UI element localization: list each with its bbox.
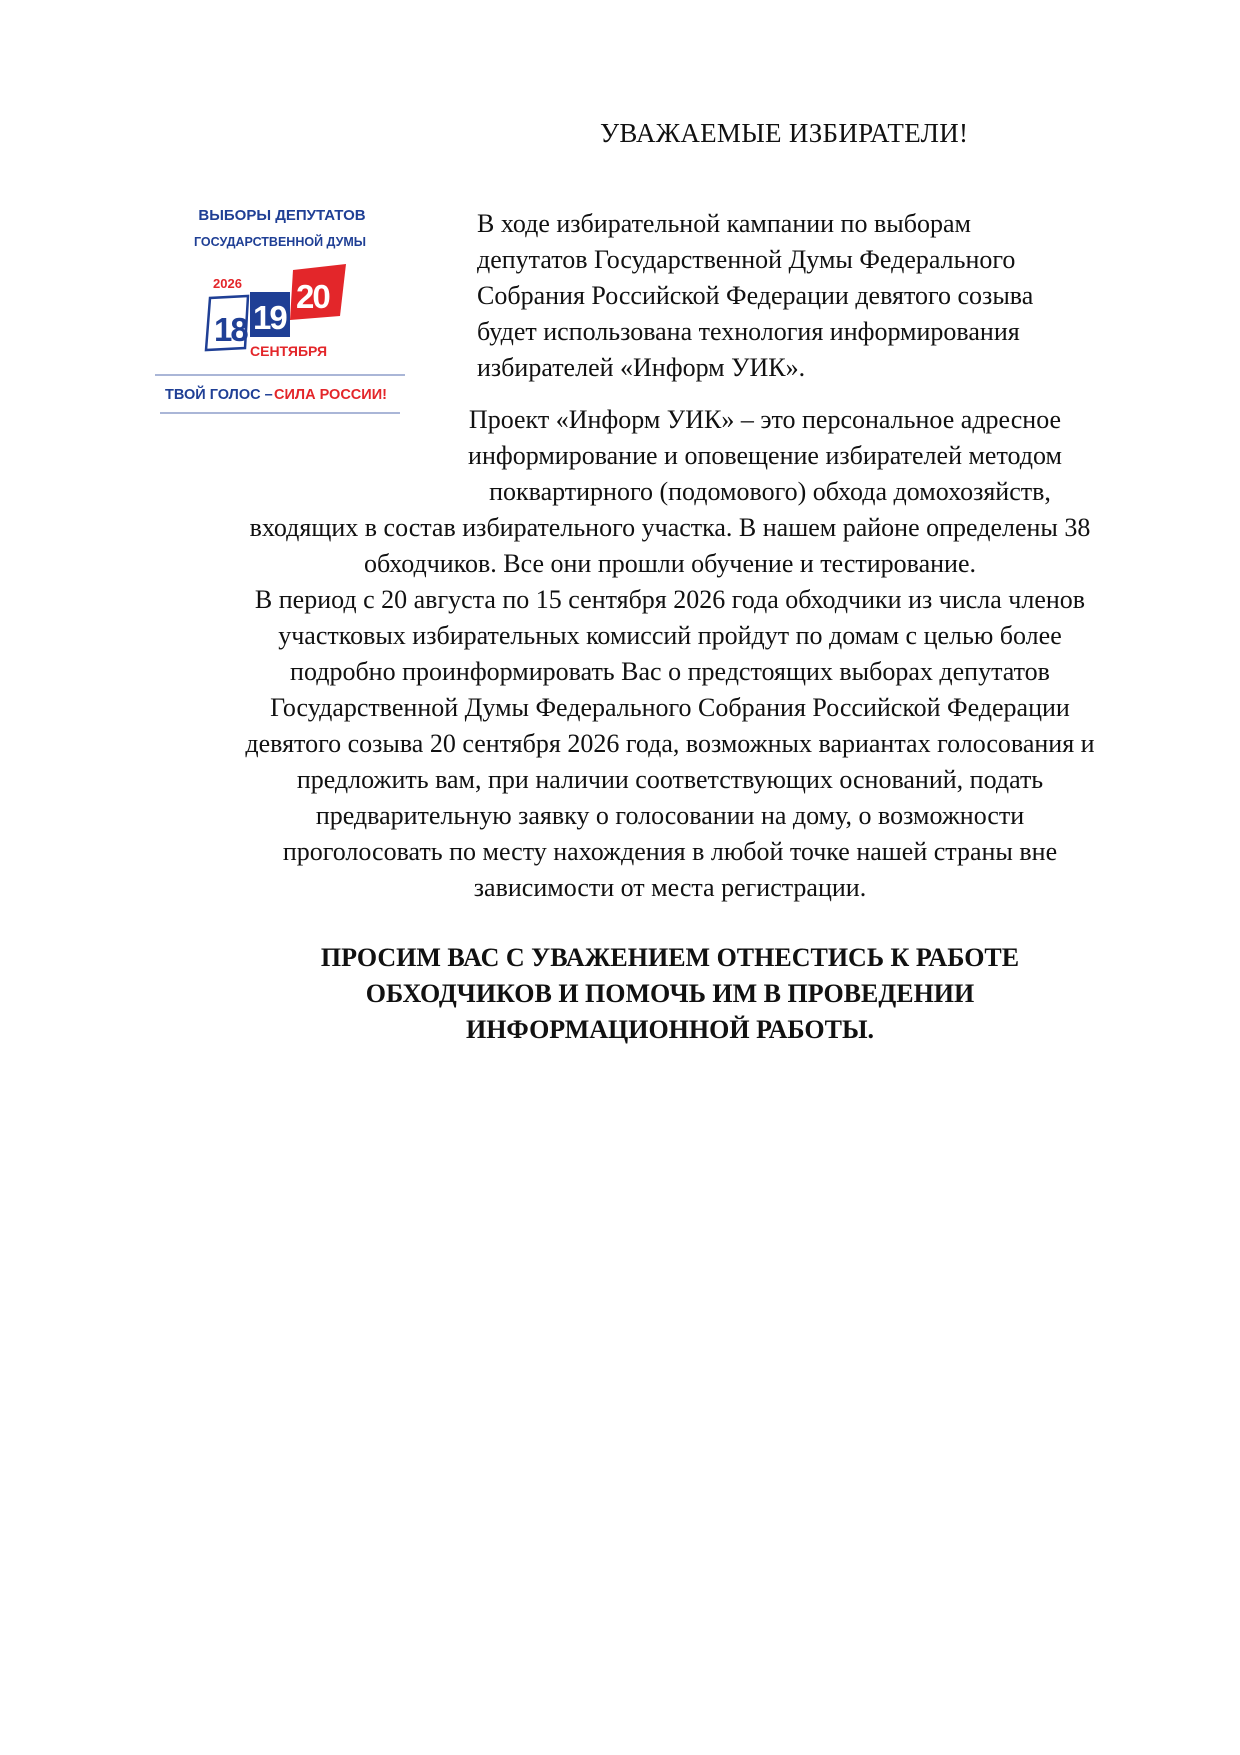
- logo-day-19: 19: [253, 299, 286, 336]
- body-line: предварительную заявку о голосовании на дому, о возможности: [315, 801, 1025, 830]
- logo-month: СЕНТЯБРЯ: [250, 343, 328, 359]
- logo-line1: ВЫБОРЫ ДЕПУТАТОВ: [198, 207, 366, 224]
- logo-year: 2026: [213, 276, 242, 291]
- logo-day-18: 18: [214, 311, 247, 348]
- logo-line2: ГОСУДАРСТВЕННОЙ ДУМЫ: [193, 235, 367, 249]
- body-line: участковых избирательных комиссий пройдут по домам с целью более: [278, 621, 1062, 650]
- body-line: В период с 20 августа по 15 сентября 2026 года обходчики из числа членов: [254, 585, 1086, 614]
- body-line: подробно проинформировать Вас о предстоящих выборах депутатов: [290, 657, 1050, 686]
- body-line: входящих в состав избирательного участка. В нашем районе определены 38: [249, 513, 1091, 542]
- body-line: Проект «Информ УИК» – это персональное адресное: [468, 405, 1062, 434]
- body-line: Государственной Думы Федерального Собрания Российской Федерации: [270, 693, 1070, 722]
- intro-line: В ходе избирательной кампании по выборам: [477, 209, 971, 238]
- intro-line: депутатов Государственной Думы Федерального: [477, 245, 1016, 274]
- logo-slogan-part1: ТВОЙ ГОЛОС –: [165, 387, 273, 403]
- body-line: девятого созыва 20 сентября 2026 года, возможных вариантах голосования и: [245, 729, 1095, 758]
- closing-line: ОБХОДЧИКОВ И ПОМОЧЬ ИМ В ПРОВЕДЕНИИ: [365, 979, 975, 1008]
- closing-appeal: [170, 940, 1170, 1048]
- intro-paragraph: [477, 206, 1157, 386]
- body-paragraph: [170, 402, 1170, 906]
- body-line: предложить вам, при наличии соответствующих оснований, подать: [296, 765, 1044, 794]
- closing-line: ИНФОРМАЦИОННОЙ РАБОТЫ.: [465, 1015, 875, 1044]
- intro-line: избирателей «Информ УИК».: [477, 353, 806, 382]
- intro-line: Собрания Российской Федерации девятого созыва: [477, 281, 1034, 310]
- election-logo: [150, 198, 415, 428]
- body-line: проголосовать по месту нахождения в любой точке нашей страны вне: [282, 837, 1058, 866]
- logo-slogan-part2: СИЛА РОССИИ!: [274, 387, 387, 403]
- body-line: информирование и оповещение избирателей методом: [468, 441, 1062, 470]
- body-line: обходчиков. Все они прошли обучение и тестирование.: [363, 549, 977, 578]
- logo-day-20: 20: [296, 278, 329, 315]
- closing-line: ПРОСИМ ВАС С УВАЖЕНИЕМ ОТНЕСТИСЬ К РАБОТЕ: [320, 943, 1020, 972]
- page-title: УВАЖАЕМЫЕ ИЗБИРАТЕЛИ!: [600, 118, 969, 148]
- body-line: поквартирного (подомового) обхода домохозяйств,: [489, 477, 1051, 506]
- body-line: зависимости от места регистрации.: [473, 873, 867, 902]
- intro-line: будет использована технология информирования: [477, 317, 1020, 346]
